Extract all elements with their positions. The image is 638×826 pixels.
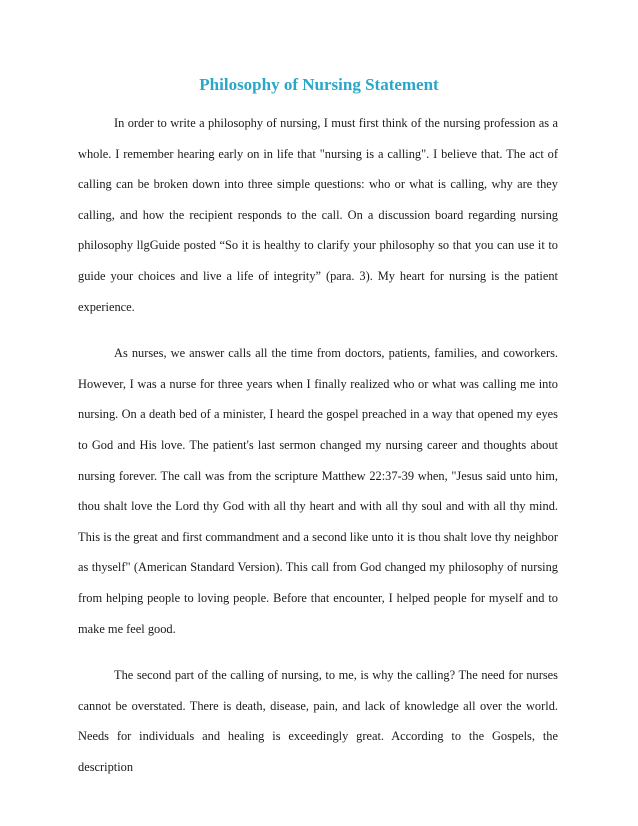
paragraph-line: However, I was a nurse for three years when I finally realized who or what was calling me into [78,376,558,391]
paragraph-line: thou shalt love the Lord thy God with all thy heart and with all thy soul and with all thy mind. [78,499,558,514]
paragraph-line: guide your choices and live a life of integrity” (para. 3). My heart for nursing is the patient [78,268,558,283]
paragraph-2 [78,338,558,644]
paragraph-line: The second part of the calling of nursing, to me, is why the calling? The need for nurses [114,668,558,683]
paragraph-line: This is the great and first commandment and a second like unto it is thou shalt love thy neighbor [78,529,558,544]
paragraph-1 [78,108,558,322]
paragraph-line: nursing. On a death bed of a minister, I heard the gospel preached in a way that opened my eyes [78,407,558,422]
paragraph-line: experience. [78,299,135,314]
paragraph-line: as thyself" (American Standard Version). This call from God changed my philosophy of nursing [78,560,558,575]
paragraph-line: As nurses, we answer calls all the time from doctors, patients, families, and coworkers. [114,346,558,361]
paragraph-3 [78,660,558,774]
paragraph-line: In order to write a philosophy of nursing, I must first think of the nursing profession as a [114,116,558,130]
paragraph-line: to God and His love. The patient's last sermon changed my nursing career and thoughts about [78,437,558,452]
paragraph-line: calling, and how the recipient responds to the call. On a discussion board regarding nursing [78,207,558,222]
paragraph-line: make me feel good. [78,621,176,636]
paragraph-line: whole. I remember hearing early on in life that "nursing is a calling". I believe that. The act of [78,146,558,161]
document-title: Philosophy of Nursing Statement [199,75,439,94]
paragraph-line: philosophy llgGuide posted “So it is healthy to clarify your philosophy so that you can use it to [78,238,558,253]
paragraph-line: cannot be overstated. There is death, disease, pain, and lack of knowledge all over the world. [78,698,558,713]
document-body [78,108,558,774]
paragraph-line: Needs for individuals and healing is exceedingly great. According to the Gospels, the description [78,729,558,774]
paragraph-line: nursing forever. The call was from the scripture Matthew 22:37-39 when, "Jesus said unto him, [78,468,558,483]
paragraph-line: from helping people to loving people. Before that encounter, I helped people for myself and to [78,590,558,605]
paragraph-line: calling can be broken down into three simple questions: who or what is calling, why are they [78,177,558,192]
